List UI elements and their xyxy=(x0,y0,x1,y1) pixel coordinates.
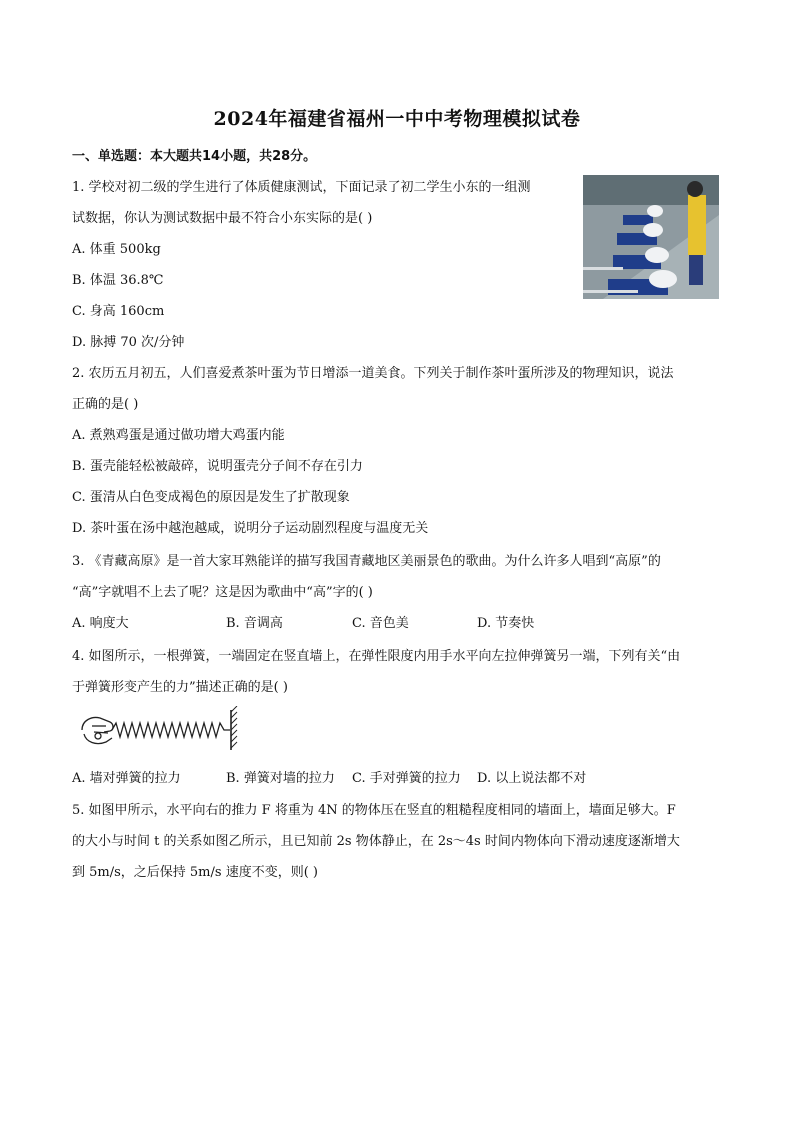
q4-option-d: D. 以上说法都不对 xyxy=(477,771,587,786)
q2-option-d: D. 茶叶蛋在汤中越泡越咸，说明分子运动剧烈程度与温度无关 xyxy=(72,521,429,536)
q1-stem-line1: 1. 学校对初二级的学生进行了体质健康测试，下面记录了初二学生小东的一组测 xyxy=(72,180,531,195)
q2-stem-line2: 正确的是( ) xyxy=(72,397,139,412)
section-heading: 一、单选题：本大题共14小题，共28分。 xyxy=(72,149,317,164)
q3-option-a: A. 响度大 xyxy=(72,616,129,631)
q2-option-b: B. 蛋壳能轻松被敲碎，说明蛋壳分子间不存在引力 xyxy=(72,459,363,474)
q3-stem-line2: “高”字就唱不上去了呢？这是因为歌曲中“高”字的( ) xyxy=(72,585,373,600)
q3-option-d: D. 节奏快 xyxy=(477,616,535,631)
q4-stem-line1: 4. 如图所示，一根弹簧，一端固定在竖直墙上，在弹性限度内用手水平向左拉伸弹簧另一端，下列有关“由 xyxy=(72,649,681,664)
q5-stem-line3: 到 5m/s，之后保持 5m/s 速度不变，则( ) xyxy=(72,865,318,880)
q3-stem-line1: 3. 《青藏高原》是一首大家耳熟能详的描写我国青藏地区美丽景色的歌曲。为什么许多人唱到“高原”的 xyxy=(72,554,661,569)
q3-option-b: B. 音调高 xyxy=(226,616,283,631)
q2-option-a: A. 煮熟鸡蛋是通过做功增大鸡蛋内能 xyxy=(72,428,285,443)
q1-option-d: D. 脉搏 70 次/分钟 xyxy=(72,335,185,350)
hand-icon xyxy=(82,718,113,744)
q4-stem-line2: 于弹簧形变产生的力”描述正确的是( ) xyxy=(72,680,288,695)
q1-option-c: C. 身高 160cm xyxy=(72,304,165,319)
q2-stem-line1: 2. 农历五月初五，人们喜爱煮茶叶蛋为节日增添一道美食。下列关于制作茶叶蛋所涉及的物理知识，说法 xyxy=(72,366,674,381)
q4-option-c: C. 手对弹簧的拉力 xyxy=(352,771,461,786)
q1-option-a: A. 体重 500kg xyxy=(72,242,161,257)
q1-stem-line2: 试数据，你认为测试数据中最不符合小东实际的是( ) xyxy=(72,211,373,226)
q5-stem-line1: 5. 如图甲所示，水平向右的推力 F 将重为 4N 的物体压在竖直的粗糙程度相同的墙面上，墙面足够大。F xyxy=(72,803,676,818)
q4-option-b: B. 弹簧对墙的拉力 xyxy=(226,771,335,786)
q4-option-a: A. 墙对弹簧的拉力 xyxy=(72,771,181,786)
q1-option-b: B. 体温 36.8℃ xyxy=(72,273,164,288)
spring-coil xyxy=(112,723,230,737)
q2-option-c: C. 蛋清从白色变成褐色的原因是发生了扩散现象 xyxy=(72,490,350,505)
q5-stem-line2: 的大小与时间 t 的关系如图乙所示，且已知前 2s 物体静止，在 2s～4s 时间内物体向下滑动速度逐渐增大 xyxy=(72,834,680,849)
fitness-test-photo xyxy=(583,175,719,299)
q3-option-c: C. 音色美 xyxy=(352,616,409,631)
spring-diagram xyxy=(78,706,238,754)
page-title: 2024年福建省福州一中中考物理模拟试卷 xyxy=(213,108,581,130)
